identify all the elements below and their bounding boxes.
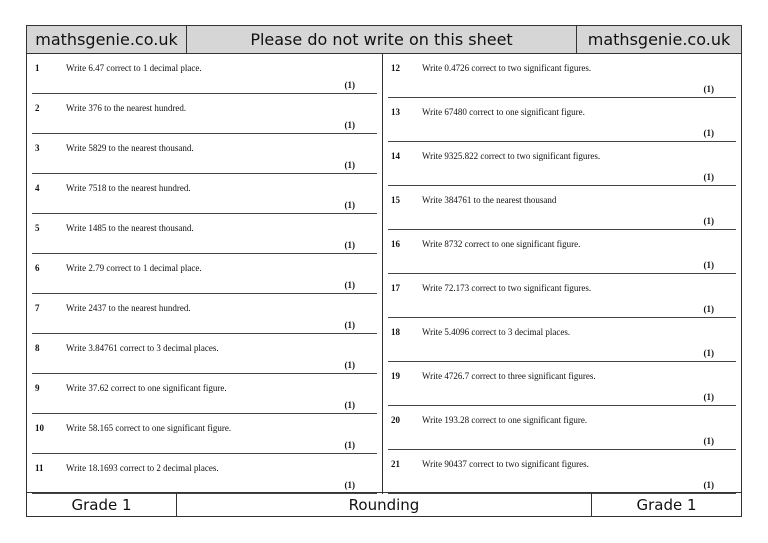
question-text: Write 376 to the nearest hundred. (66, 103, 187, 113)
question-text: Write 2437 to the nearest hundred. (66, 303, 191, 313)
question-text: Write 58.165 correct to one significant figure. (66, 423, 232, 433)
question-item (388, 186, 736, 230)
question-number: 15 (391, 195, 400, 205)
question-item (32, 94, 377, 134)
header-center: Please do not write on this sheet (187, 26, 577, 53)
question-number: 12 (391, 63, 400, 73)
question-text: Write 72.173 correct to two significant figures. (422, 283, 592, 293)
marks-label: (1) (703, 260, 714, 270)
question-number: 9 (35, 383, 40, 393)
question-text: Write 1485 to the nearest thousand. (66, 223, 194, 233)
question-item (388, 230, 736, 274)
question-text: Write 67480 correct to one significant figure. (422, 107, 585, 117)
column-divider (382, 54, 383, 494)
question-item (32, 134, 377, 174)
marks-label: (1) (344, 360, 355, 370)
header-right: mathsgenie.co.uk (577, 26, 741, 53)
question-text: Write 384761 to the nearest thousand (422, 195, 557, 205)
question-text: Write 5.4096 correct to 3 decimal places. (422, 327, 571, 337)
question-text: Write 8732 correct to one significant figure. (422, 239, 581, 249)
marks-label: (1) (344, 120, 355, 130)
question-text: Write 2.79 correct to 1 decimal place. (66, 263, 202, 273)
marks-label: (1) (344, 320, 355, 330)
question-item (32, 54, 377, 94)
header-bar (27, 26, 741, 54)
question-number: 10 (35, 423, 44, 433)
marks-label: (1) (703, 84, 714, 94)
question-number: 21 (391, 459, 400, 469)
question-item (388, 98, 736, 142)
question-text: Write 3.84761 correct to 3 decimal places. (66, 343, 219, 353)
question-number: 20 (391, 415, 400, 425)
header-left: mathsgenie.co.uk (27, 26, 187, 53)
question-number: 3 (35, 143, 40, 153)
question-text: Write 193.28 correct to one significant figure. (422, 415, 588, 425)
question-number: 7 (35, 303, 40, 313)
question-item (32, 214, 377, 254)
question-text: Write 7518 to the nearest hundred. (66, 183, 191, 193)
marks-label: (1) (344, 280, 355, 290)
marks-label: (1) (703, 392, 714, 402)
footer-left: Grade 1 (27, 493, 177, 516)
marks-label: (1) (703, 480, 714, 490)
marks-label: (1) (344, 200, 355, 210)
question-item (388, 54, 736, 98)
question-item (32, 414, 377, 454)
question-item (32, 334, 377, 374)
question-item (32, 174, 377, 214)
footer-bar (27, 492, 741, 516)
marks-label: (1) (344, 240, 355, 250)
question-item (388, 406, 736, 450)
worksheet (26, 25, 742, 517)
question-number: 18 (391, 327, 400, 337)
question-number: 4 (35, 183, 40, 193)
question-item (32, 254, 377, 294)
marks-label: (1) (344, 160, 355, 170)
question-item (388, 450, 736, 494)
question-number: 14 (391, 151, 400, 161)
question-number: 11 (35, 463, 44, 473)
question-number: 17 (391, 283, 400, 293)
marks-label: (1) (703, 172, 714, 182)
footer-right: Grade 1 (636, 495, 697, 514)
question-number: 6 (35, 263, 40, 273)
question-text: Write 18.1693 correct to 2 decimal places. (66, 463, 219, 473)
question-number: 19 (391, 371, 400, 381)
question-number: 13 (391, 107, 400, 117)
question-text: Write 90437 correct to two significant figures. (422, 459, 589, 469)
marks-label: (1) (344, 400, 355, 410)
question-number: 1 (35, 63, 40, 73)
question-text: Write 0.4726 correct to two significant figures. (422, 63, 592, 73)
marks-label: (1) (344, 80, 355, 90)
question-text: Write 5829 to the nearest thousand. (66, 143, 194, 153)
question-number: 2 (35, 103, 40, 113)
question-text: Write 37.62 correct to one significant figure. (66, 383, 227, 393)
question-item (32, 294, 377, 334)
marks-label: (1) (703, 128, 714, 138)
question-item (388, 318, 736, 362)
footer-center: Rounding (177, 493, 592, 516)
marks-label: (1) (703, 436, 714, 446)
question-item (388, 274, 736, 318)
question-number: 8 (35, 343, 40, 353)
marks-label: (1) (703, 304, 714, 314)
marks-label: (1) (344, 440, 355, 450)
question-number: 5 (35, 223, 40, 233)
question-text: Write 6.47 correct to 1 decimal place. (66, 63, 202, 73)
question-item (388, 362, 736, 406)
question-item (32, 374, 377, 414)
question-item (32, 454, 377, 494)
marks-label: (1) (344, 480, 355, 490)
question-text: Write 9325.822 correct to two significant figures. (422, 151, 601, 161)
marks-label: (1) (703, 348, 714, 358)
marks-label: (1) (703, 216, 714, 226)
question-item (388, 142, 736, 186)
question-text: Write 4726.7 correct to three significant figures. (422, 371, 596, 381)
question-number: 16 (391, 239, 400, 249)
questions-area (27, 54, 741, 494)
